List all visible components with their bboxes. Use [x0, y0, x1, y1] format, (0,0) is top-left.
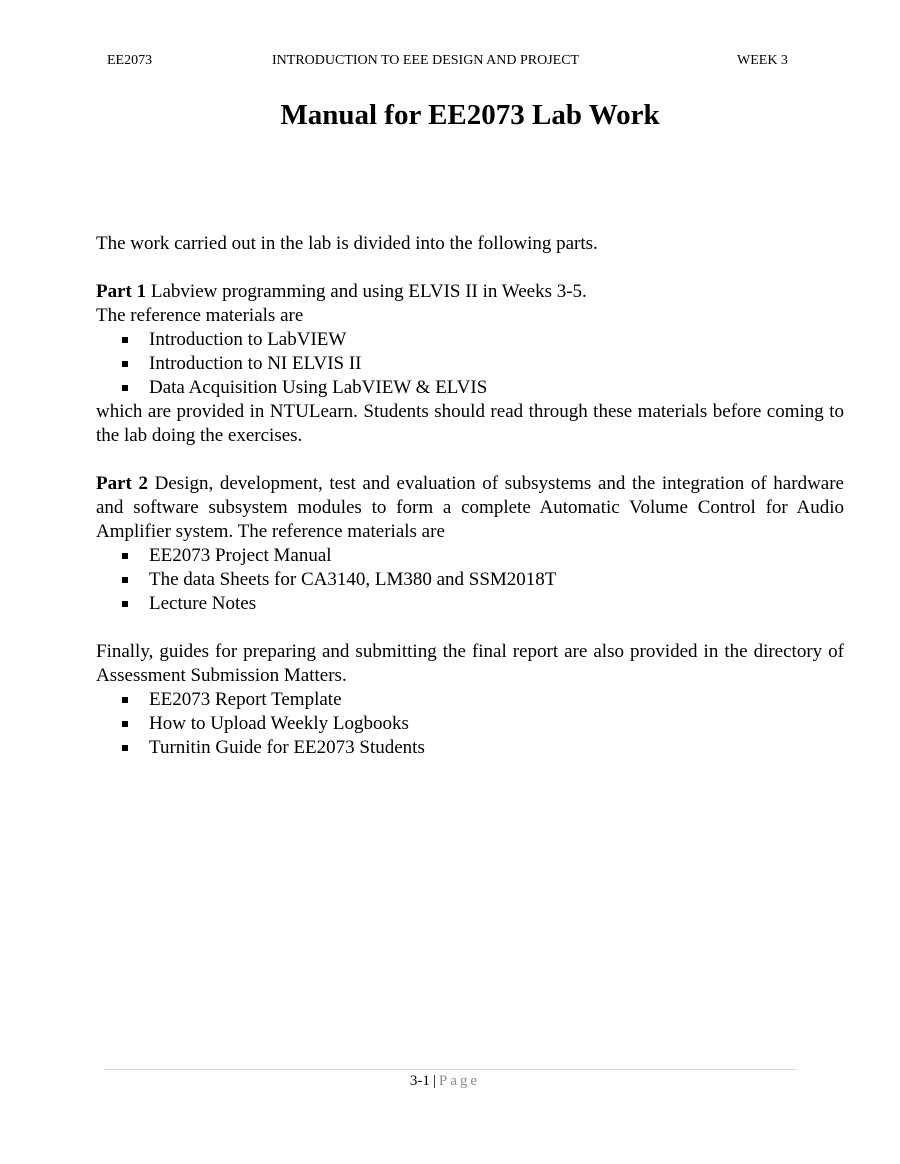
bullet-icon — [122, 697, 128, 703]
header-week: WEEK 3 — [737, 53, 788, 68]
document-title: Manual for EE2073 Lab Work — [280, 99, 660, 131]
page-label: Page — [438, 1073, 481, 1089]
footer-divider — [104, 1069, 796, 1070]
page-footer — [0, 1073, 890, 1090]
part1-reference-list — [96, 328, 844, 400]
list-item: The data Sheets for CA3140, LM380 and SSM2018T — [96, 568, 844, 592]
bullet-icon — [122, 577, 128, 583]
bullet-icon — [122, 745, 128, 751]
part1-label: Part 1 — [96, 281, 147, 302]
finally-paragraph: Finally, guides for preparing and submitting the final report are also provided in the directory of Assessment Submission Matters. — [96, 641, 844, 686]
list-item: Introduction to LabVIEW — [96, 328, 844, 352]
intro-paragraph: The work carried out in the lab is divided into the following parts. — [96, 233, 598, 254]
bullet-icon — [122, 553, 128, 559]
list-item: EE2073 Project Manual — [96, 544, 844, 568]
bullet-icon — [122, 337, 128, 343]
header-course-code: EE2073 — [107, 53, 153, 68]
list-item: Turnitin Guide for EE2073 Students — [96, 736, 844, 760]
list-item: EE2073 Report Template — [96, 688, 844, 712]
bullet-icon — [122, 721, 128, 727]
page-header — [0, 53, 900, 73]
part2-reference-list — [96, 544, 844, 616]
footer-separator: | — [432, 1073, 436, 1089]
part1-reference-line: The reference materials are — [96, 305, 304, 326]
header-course-title: INTRODUCTION TO EEE DESIGN AND PROJECT — [272, 53, 580, 68]
part2-label: Part 2 — [96, 473, 149, 494]
finally-guide-list — [96, 688, 844, 760]
part1-heading-paragraph — [96, 280, 844, 304]
list-item: Lecture Notes — [96, 592, 844, 616]
bullet-icon — [122, 385, 128, 391]
part1-text: Labview programming and using ELVIS II in Weeks 3-5. — [146, 281, 587, 302]
part2-text: Design, development, test and evaluation of subsystems and the integration of hardware and software subsystem modules to form a complete Automatic Volume Control for Audio Amplifier system. The reference materials are — [96, 473, 844, 542]
page-number: 3-1 — [409, 1073, 430, 1089]
list-item: How to Upload Weekly Logbooks — [96, 712, 844, 736]
part2-paragraph — [96, 472, 844, 544]
bullet-icon — [122, 361, 128, 367]
document-body — [96, 232, 844, 760]
bullet-icon — [122, 601, 128, 607]
list-item: Data Acquisition Using LabVIEW & ELVIS — [96, 376, 844, 400]
part1-after-paragraph: which are provided in NTULearn. Students should read through these materials before coming to the lab doing the exercises. — [96, 401, 844, 446]
list-item: Introduction to NI ELVIS II — [96, 352, 844, 376]
